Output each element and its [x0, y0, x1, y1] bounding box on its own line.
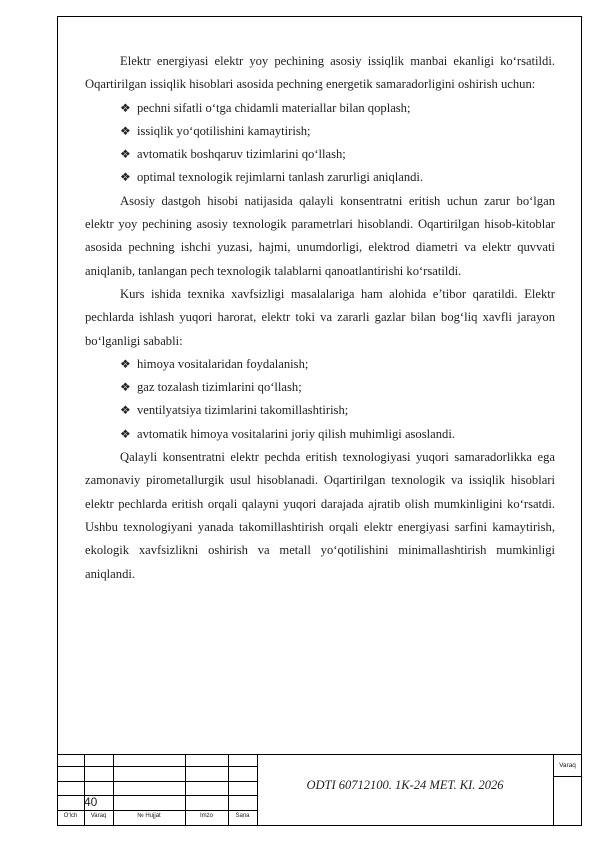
diamond-bullet-icon: ❖ [120, 403, 131, 418]
bullet-list-safety [85, 353, 555, 446]
list-item: ❖ avtomatik himoya vositalarini joriy qilish muhimligi asoslandi. [85, 423, 555, 446]
col-label-varaq: Varaq [90, 813, 107, 819]
list-item: ❖ pechni sifatli o‘tga chidamli materiallar bilan qoplash; [85, 97, 555, 120]
document-body [85, 50, 555, 586]
col-label-imzo: Imzo [199, 813, 213, 819]
list-item: ❖ himoya vositalaridan foydalanish; [85, 353, 555, 376]
col-label-olch: O‘lch [63, 813, 78, 819]
diamond-bullet-icon: ❖ [120, 100, 131, 115]
diamond-bullet-icon: ❖ [120, 356, 131, 371]
col-label-hujjat: № Hujjat [137, 813, 161, 819]
list-item: ❖ ventilyatsiya tizimlarini takomillashtirish; [85, 399, 555, 422]
sheet-label: Varaq [559, 762, 576, 769]
diamond-bullet-icon: ❖ [120, 380, 131, 395]
list-item: ❖ gaz tozalash tizimlarini qo‘llash; [85, 376, 555, 399]
paragraph-conclusion: Qalayli konsentratni elektr pechda eritish texnologiyasi yuqori samaradorlikka ega zamonaviy pirometallurgik usul hisoblanadi. Oqartirilgan texnologik va issiqlik hisoblari elektr pechlarda eritish orqali qalayni yuqori darajada ajratib olish mumkinligini ko‘rsatdi. Ushbu texnologiyani yanada takomillashtirish orqali elektr energiyasi sarfini kamaytirish, ekologik xavfsizlikni oshirish va metall yo‘qotilishini minimallashtirish mumkinligi aniqlandi. [85, 450, 555, 581]
bullet-list-energy [85, 97, 555, 190]
list-item: ❖ avtomatik boshqaruv tizimlarini qo‘llash; [85, 143, 555, 166]
diamond-bullet-icon: ❖ [120, 147, 131, 162]
title-block [57, 754, 582, 826]
paragraph-safety: Kurs ishida texnika xavfsizligi masalalariga ham alohida e’tibor qaratildi. Elektr pechlarda ishlash yuqori harorat, elektr toki va zararli gazlar bilan bog‘liq xavfli jarayon bo‘lganligi sababli: [85, 286, 555, 348]
paragraph-intro: Elektr energiyasi elektr yoy pechining asosiy issiqlik manbai ekanligi ko‘rsatildi. Oqartirilgan issiqlik hisoblari asosida pechning energetik samaradorligini oshirish uchun: [85, 54, 555, 92]
paragraph-equipment: Asosiy dastgoh hisobi natijasida qalayli konsentratni eritish uchun zarur bo‘lgan elektr yoy pechining asosiy texnologik parametrlari hisoblandi. Oqartirilgan hisob-kitoblar asosida pechning ishchi yuzasi, hajmi, unumdorligi, elektrod diametri va elektr quvvati aniqlanib, tanlangan pech texnologik talablarni qanoatlantirishi ko‘rsatildi. [85, 193, 555, 278]
list-item: ❖ issiqlik yo‘qotilishini kamaytirish; [85, 120, 555, 143]
diamond-bullet-icon: ❖ [120, 170, 131, 185]
sheet-number: 40 [84, 795, 98, 809]
col-label-sana: Sana [235, 813, 250, 819]
list-item: ❖ optimal texnologik rejimlarni tanlash zarurligi aniqlandi. [85, 166, 555, 189]
diamond-bullet-icon: ❖ [120, 123, 131, 138]
diamond-bullet-icon: ❖ [120, 426, 131, 441]
document-code: ODTI 60712100. 1K-24 MET. KI. 2026 [306, 778, 504, 792]
